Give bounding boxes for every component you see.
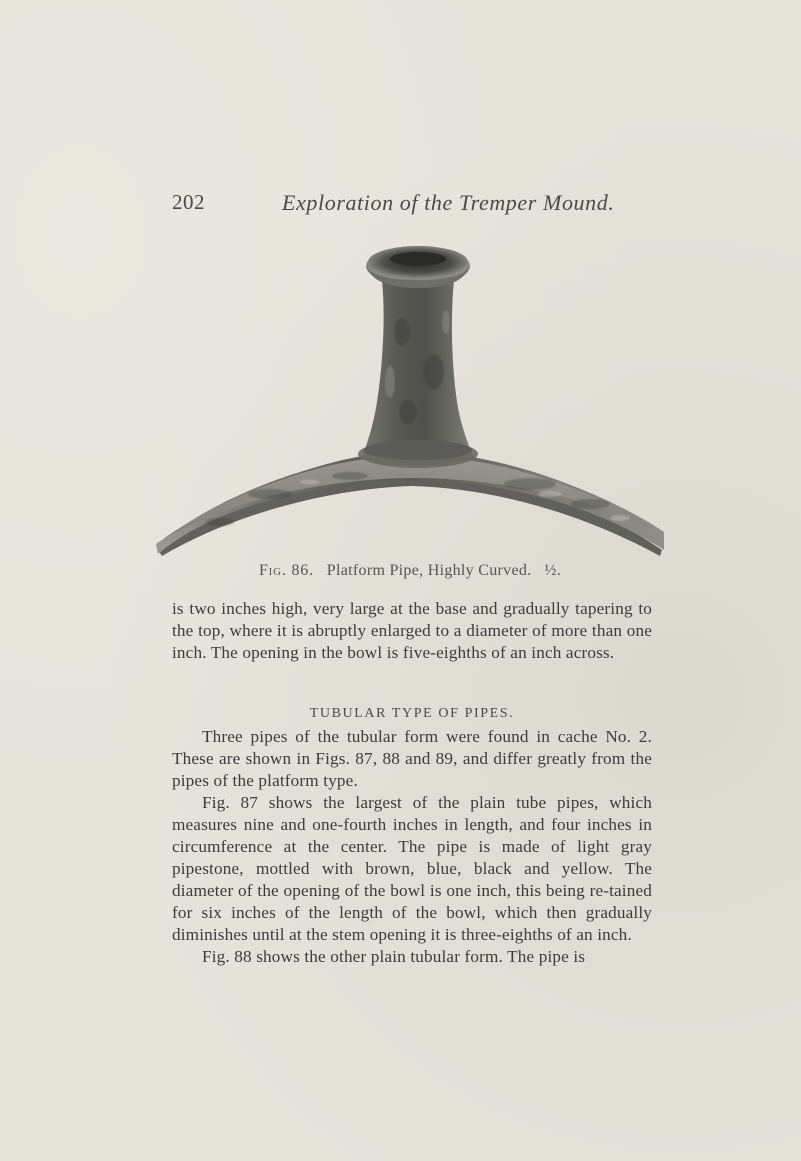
continued-paragraph (172, 598, 652, 664)
section-body (172, 726, 652, 968)
paragraph: Fig. 87 shows the largest of the plain tube pipes, which measures nine and one-fourth inches in length, and four inches in circumference at the center. The pipe is made of light gray pipestone, mottled with brown, blue, black and yellow. The diameter of the opening of the bowl is one inch, this being re-tained for six inches of the length of the bowl, which then gradually diminishes until at the stem opening it is three-eighths of an inch. (172, 793, 652, 944)
paragraph: Three pipes of the tubular form were found in cache No. 2. These are shown in Figs. 87, 88 and 89, and differ greatly from the pipes of the platform type. (172, 727, 652, 790)
paragraph: is two inches high, very large at the base and gradually tapering to the top, where it is abruptly enlarged to a diameter of more than one inch. The opening in the bowl is five-eighths of an inch across. (172, 599, 652, 662)
running-head (172, 190, 652, 220)
page-number: 202 (172, 190, 205, 214)
caption-label: Fig. 86. (258, 562, 314, 579)
caption-text: Platform Pipe, Highly Curved. (326, 562, 532, 579)
section-heading: TUBULAR TYPE OF PIPES. (309, 706, 515, 721)
paragraph: Fig. 88 shows the other plain tubular form. The pipe is (202, 947, 586, 966)
figure-caption (150, 562, 670, 580)
running-title: Exploration of the Tremper Mound. (282, 190, 615, 215)
platform-pipe-photograph-icon (150, 232, 670, 558)
caption-scale: ½. (544, 562, 561, 579)
